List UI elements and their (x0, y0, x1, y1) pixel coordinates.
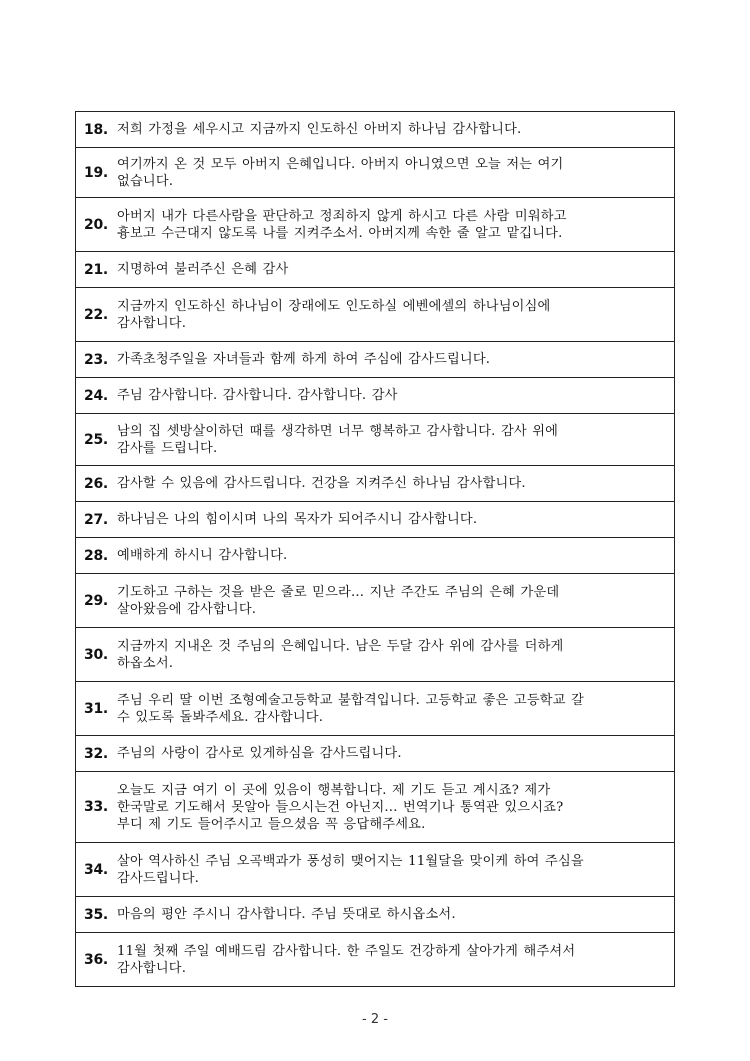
table-row (76, 897, 674, 933)
item-text: 지명하여 불러주신 은혜 감사 (117, 262, 289, 277)
item-text: 주님 감사합니다. 감사합니다. 감사합니다. 감사 (117, 388, 398, 403)
table-row (76, 538, 674, 574)
item-text: 기도하고 구하는 것을 받은 줄로 믿으라... 지난 주간도 주님의 은혜 가운데 살아왔음에 감사합니다. (117, 584, 560, 617)
item-number: 27. (84, 511, 108, 528)
item-text: 아버지 내가 다른사람을 판단하고 정죄하지 않게 하시고 다른 사람 미워하고 흉보고 수근대지 않도록 나를 지켜주소서. 아버지께 속한 줄 알고 맡깁니다. (117, 208, 567, 241)
item-number: 22. (84, 306, 108, 323)
item-text: 예배하게 하시니 감사합니다. (117, 548, 288, 563)
item-number: 31. (84, 700, 108, 717)
item-text: 주님 우리 딸 이번 조형예술고등학교 불합격입니다. 고등학교 좋은 고등학교 갈 수 있도록 돌봐주세요. 감사합니다. (117, 692, 584, 725)
item-number: 34. (84, 861, 108, 878)
table-row (76, 378, 674, 414)
item-text: 마음의 평안 주시니 감사합니다. 주님 뜻대로 하시옵소서. (117, 907, 456, 922)
item-number: 33. (84, 799, 108, 815)
item-text: 주님의 사랑이 감사로 있게하심을 감사드립니다. (117, 746, 402, 761)
table-row (76, 502, 674, 538)
item-text: 11월 첫째 주일 예배드림 감사합니다. 한 주일도 건강하게 살아가게 해주셔서 감사합니다. (117, 943, 576, 976)
item-number: 18. (84, 121, 108, 138)
table-row (76, 466, 674, 502)
item-text: 오늘도 지금 여기 이 곳에 있음이 행복합니다. 제 기도 듣고 계시죠? 제가 한국말로 기도해서 못알아 들으시는건 아닌지... 번역기나 통역관 있으시죠? 부디 제 기도 들어주시고 들으셨음 꼭 응답해주세요. (117, 782, 564, 832)
item-number: 19. (84, 164, 108, 181)
item-text: 저희 가정을 세우시고 지금까지 인도하신 아버지 하나님 감사합니다. (117, 122, 522, 137)
table-row (76, 772, 674, 843)
item-text: 지금까지 지내온 것 주님의 은혜입니다. 남은 두달 감사 위에 감사를 더하게 하옵소서. (117, 638, 564, 671)
prayer-list-table (75, 111, 675, 987)
table-row (76, 112, 674, 148)
table-row (76, 198, 674, 252)
table-row (76, 736, 674, 772)
table-row (76, 342, 674, 378)
item-number: 28. (84, 547, 108, 564)
table-row (76, 148, 674, 198)
item-number: 36. (84, 951, 108, 968)
item-number: 23. (84, 351, 108, 368)
item-number: 29. (84, 592, 108, 609)
table-row (76, 933, 674, 986)
table-row (76, 414, 674, 466)
item-text: 가족초청주일을 자녀들과 함께 하게 하여 주심에 감사드립니다. (117, 352, 491, 367)
item-number: 21. (84, 261, 108, 278)
item-text: 남의 집 셋방살이하던 때를 생각하면 너무 행복하고 감사합니다. 감사 위에 감사를 드립니다. (117, 423, 559, 456)
item-text: 살아 역사하신 주님 오곡백과가 풍성히 맺어지는 11월달을 맞이케 하여 주심을 감사드립니다. (117, 853, 584, 886)
table-row (76, 843, 674, 897)
page-number: - 2 - (362, 1012, 388, 1027)
item-number: 26. (84, 475, 108, 492)
item-text: 지금까지 인도하신 하나님이 장래에도 인도하실 에벤에셀의 하나님이심에 감사합니다. (117, 298, 551, 331)
item-number: 25. (84, 431, 108, 448)
item-text: 하나님은 나의 힘이시며 나의 목자가 되어주시니 감사합니다. (117, 512, 478, 527)
table-row (76, 252, 674, 288)
item-number: 32. (84, 745, 108, 762)
table-row (76, 574, 674, 628)
item-text: 여기까지 온 것 모두 아버지 은혜입니다. 아버지 아니였으면 오늘 저는 여기 없습니다. (117, 156, 564, 189)
item-text: 감사할 수 있음에 감사드립니다. 건강을 지켜주신 하나님 감사합니다. (117, 476, 526, 491)
item-number: 30. (84, 646, 108, 663)
item-number: 24. (84, 387, 108, 404)
table-row (76, 628, 674, 682)
table-row (76, 682, 674, 736)
table-row (76, 288, 674, 342)
item-number: 20. (84, 216, 108, 233)
item-number: 35. (84, 906, 108, 923)
